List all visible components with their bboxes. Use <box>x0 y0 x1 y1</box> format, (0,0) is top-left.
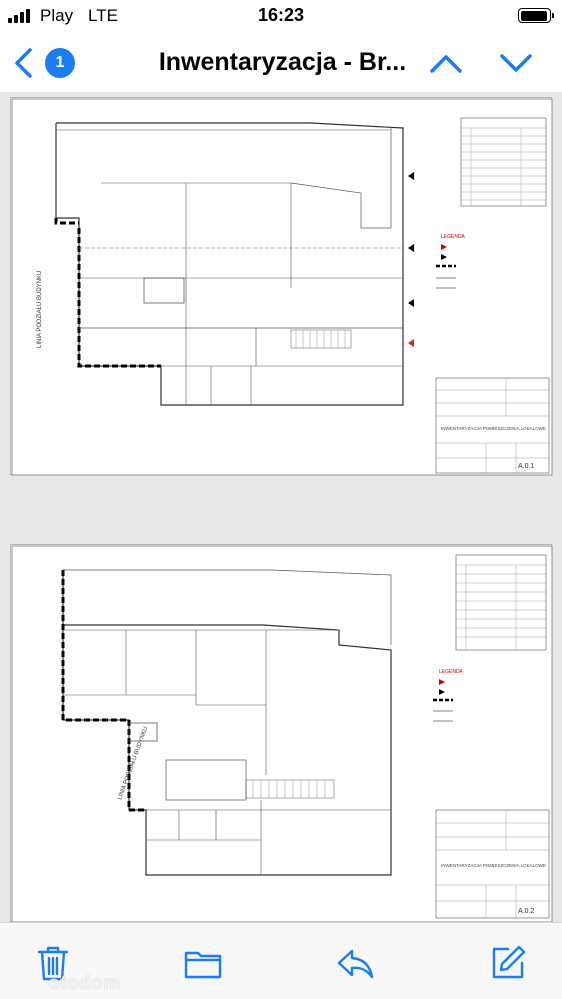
navigation-bar <box>0 34 562 92</box>
chevron-down-icon[interactable] <box>498 49 534 77</box>
battery-icon <box>518 8 551 23</box>
vertical-label: LINIA PODZIAŁU BUDYNKU <box>37 270 43 348</box>
compose-icon[interactable] <box>488 943 528 983</box>
title-block-text: INWENTARYZACJA POMIESZCZENIA LOKALOWE <box>441 863 546 868</box>
title-block-text: INWENTARYZACJA POMIESZCZENIA LOKALOWE <box>441 426 546 431</box>
sheet-number: A.0.2 <box>518 908 535 915</box>
folder-icon[interactable] <box>183 943 223 983</box>
status-time: 16:23 <box>257 5 305 25</box>
chevron-up-icon[interactable] <box>428 49 464 77</box>
floor-plan-drawing <box>11 98 553 476</box>
status-bar <box>0 0 562 34</box>
message-title: Inwentaryzacja - Br... <box>158 48 407 76</box>
vertical-label: LINIA PODZIAŁU BUDYNKU <box>117 725 150 801</box>
network-type: LTE <box>88 6 118 25</box>
unread-count-badge[interactable]: 1 <box>45 48 75 78</box>
floor-plan-drawing <box>11 545 553 923</box>
legend-title: LEGENDA <box>441 234 465 240</box>
reply-icon[interactable] <box>335 943 375 983</box>
carrier-name: Play <box>40 6 74 25</box>
sheet-number: A.0.1 <box>518 463 535 470</box>
legend-title: LEGENDA <box>439 669 463 675</box>
chevron-left-icon[interactable] <box>10 46 40 80</box>
document-viewer[interactable] <box>0 92 562 922</box>
floor-plan-page-2[interactable] <box>10 544 552 922</box>
floor-plan-page-1[interactable] <box>10 97 552 475</box>
watermark-logo: otodom <box>48 973 121 994</box>
